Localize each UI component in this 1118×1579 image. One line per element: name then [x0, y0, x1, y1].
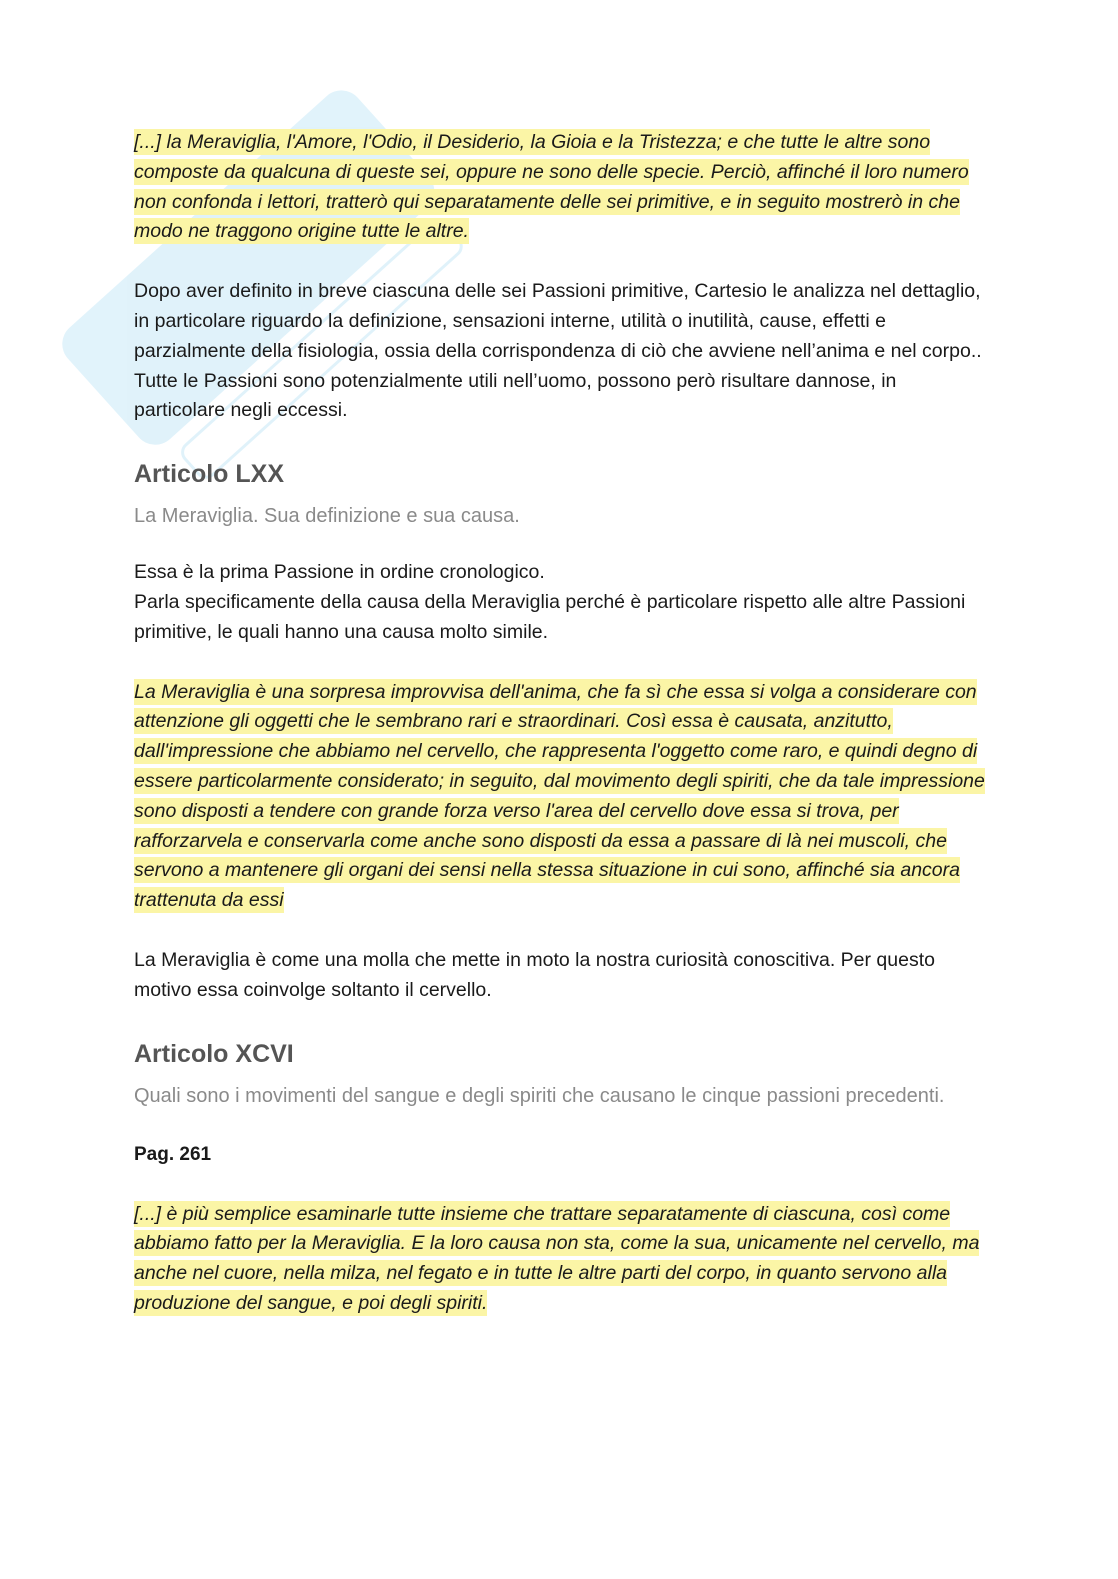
- quote-esaminarle-insieme: [...] è più semplice esaminarle tutte insieme che trattare separatamente di ciascuna, così come abbiamo fatto per la Meraviglia. E la loro causa non sta, come la sua, unicamente nel cervello, ma anche nel cuore, nella milza, nel fegato e in tutte le altre parti del corpo, in quanto servono alla produzione del sangue, e poi degli spiriti.: [134, 1202, 980, 1314]
- paragraph-prima-passione: Essa è la prima Passione in ordine cronologico.: [134, 561, 545, 584]
- paragraph-molla-curiosita: La Meraviglia è come una molla che mette in moto la nostra curiosità conoscitiva. Per questo motivo essa coinvolge soltanto il cervello.: [134, 948, 935, 1001]
- paragraph-utilita-passioni: Tutte le Passioni sono potenzialmente utili nell’uomo, possono però risultare dannose, in particolare negli eccessi.: [134, 369, 897, 422]
- quote-passioni-primitive: [...] la Meraviglia, l'Amore, l'Odio, il Desiderio, la Gioia e la Tristezza; e che tutte le altre sono composte da qualcuna di queste sei, oppure ne sono delle specie. Perciò, affinché il loro numero non confonda i lettori, tratterò qui separatamente delle sei primitive, e in seguito mostrerò in che modo ne traggono origine tutte le altre.: [134, 131, 969, 243]
- document-page: [134, 128, 986, 1319]
- paragraph-causa-meraviglia: Parla specificamente della causa della Meraviglia perché è particolare rispetto alle altre Passioni primitive, le quali hanno una causa molto simile.: [134, 590, 966, 643]
- page-reference: Pag. 261: [134, 1143, 212, 1165]
- heading-articolo-lxx: Articolo LXX: [134, 460, 285, 489]
- paragraph-analisi-cartesio: Dopo aver definito in breve ciascuna delle sei Passioni primitive, Cartesio le analizza nel dettaglio, in particolare riguardo la definizione, sensazioni interne, utilità o inutilità, cause, effetti e parzialmente della fisiologia, ossia della corrispondenza di ciò che avviene nell’anima e nel corpo..: [134, 280, 982, 362]
- quote-meraviglia-sorpresa: La Meraviglia è una sorpresa improvvisa dell'anima, che fa sì che essa si volga a considerare con attenzione gli oggetti che le sembrano rari e straordinari. Così essa è causata, anzitutto, dall'impressione che abbiamo nel cervello, che rappresenta l'oggetto come raro, e quindi degno di essere particolarmente considerato; in seguito, dal movimento degli spiriti, che da tale impressione sono disposti a tendere con grande forza verso l'area del cervello dove essa si trova, per rafforzarvela e conservarla come anche sono disposti da essa a passare di là nei muscoli, che servono a mantenere gli organi dei sensi nella stessa situazione in cui sono, affinché sia ancora trattenuta da essi: [134, 680, 985, 912]
- subheading-movimenti-sangue: Quali sono i movimenti del sangue e degli spiriti che causano le cinque passioni precedenti.: [134, 1084, 945, 1107]
- subheading-meraviglia-definizione: La Meraviglia. Sua definizione e sua causa.: [134, 505, 520, 528]
- heading-articolo-xcvi: Articolo XCVI: [134, 1039, 294, 1068]
